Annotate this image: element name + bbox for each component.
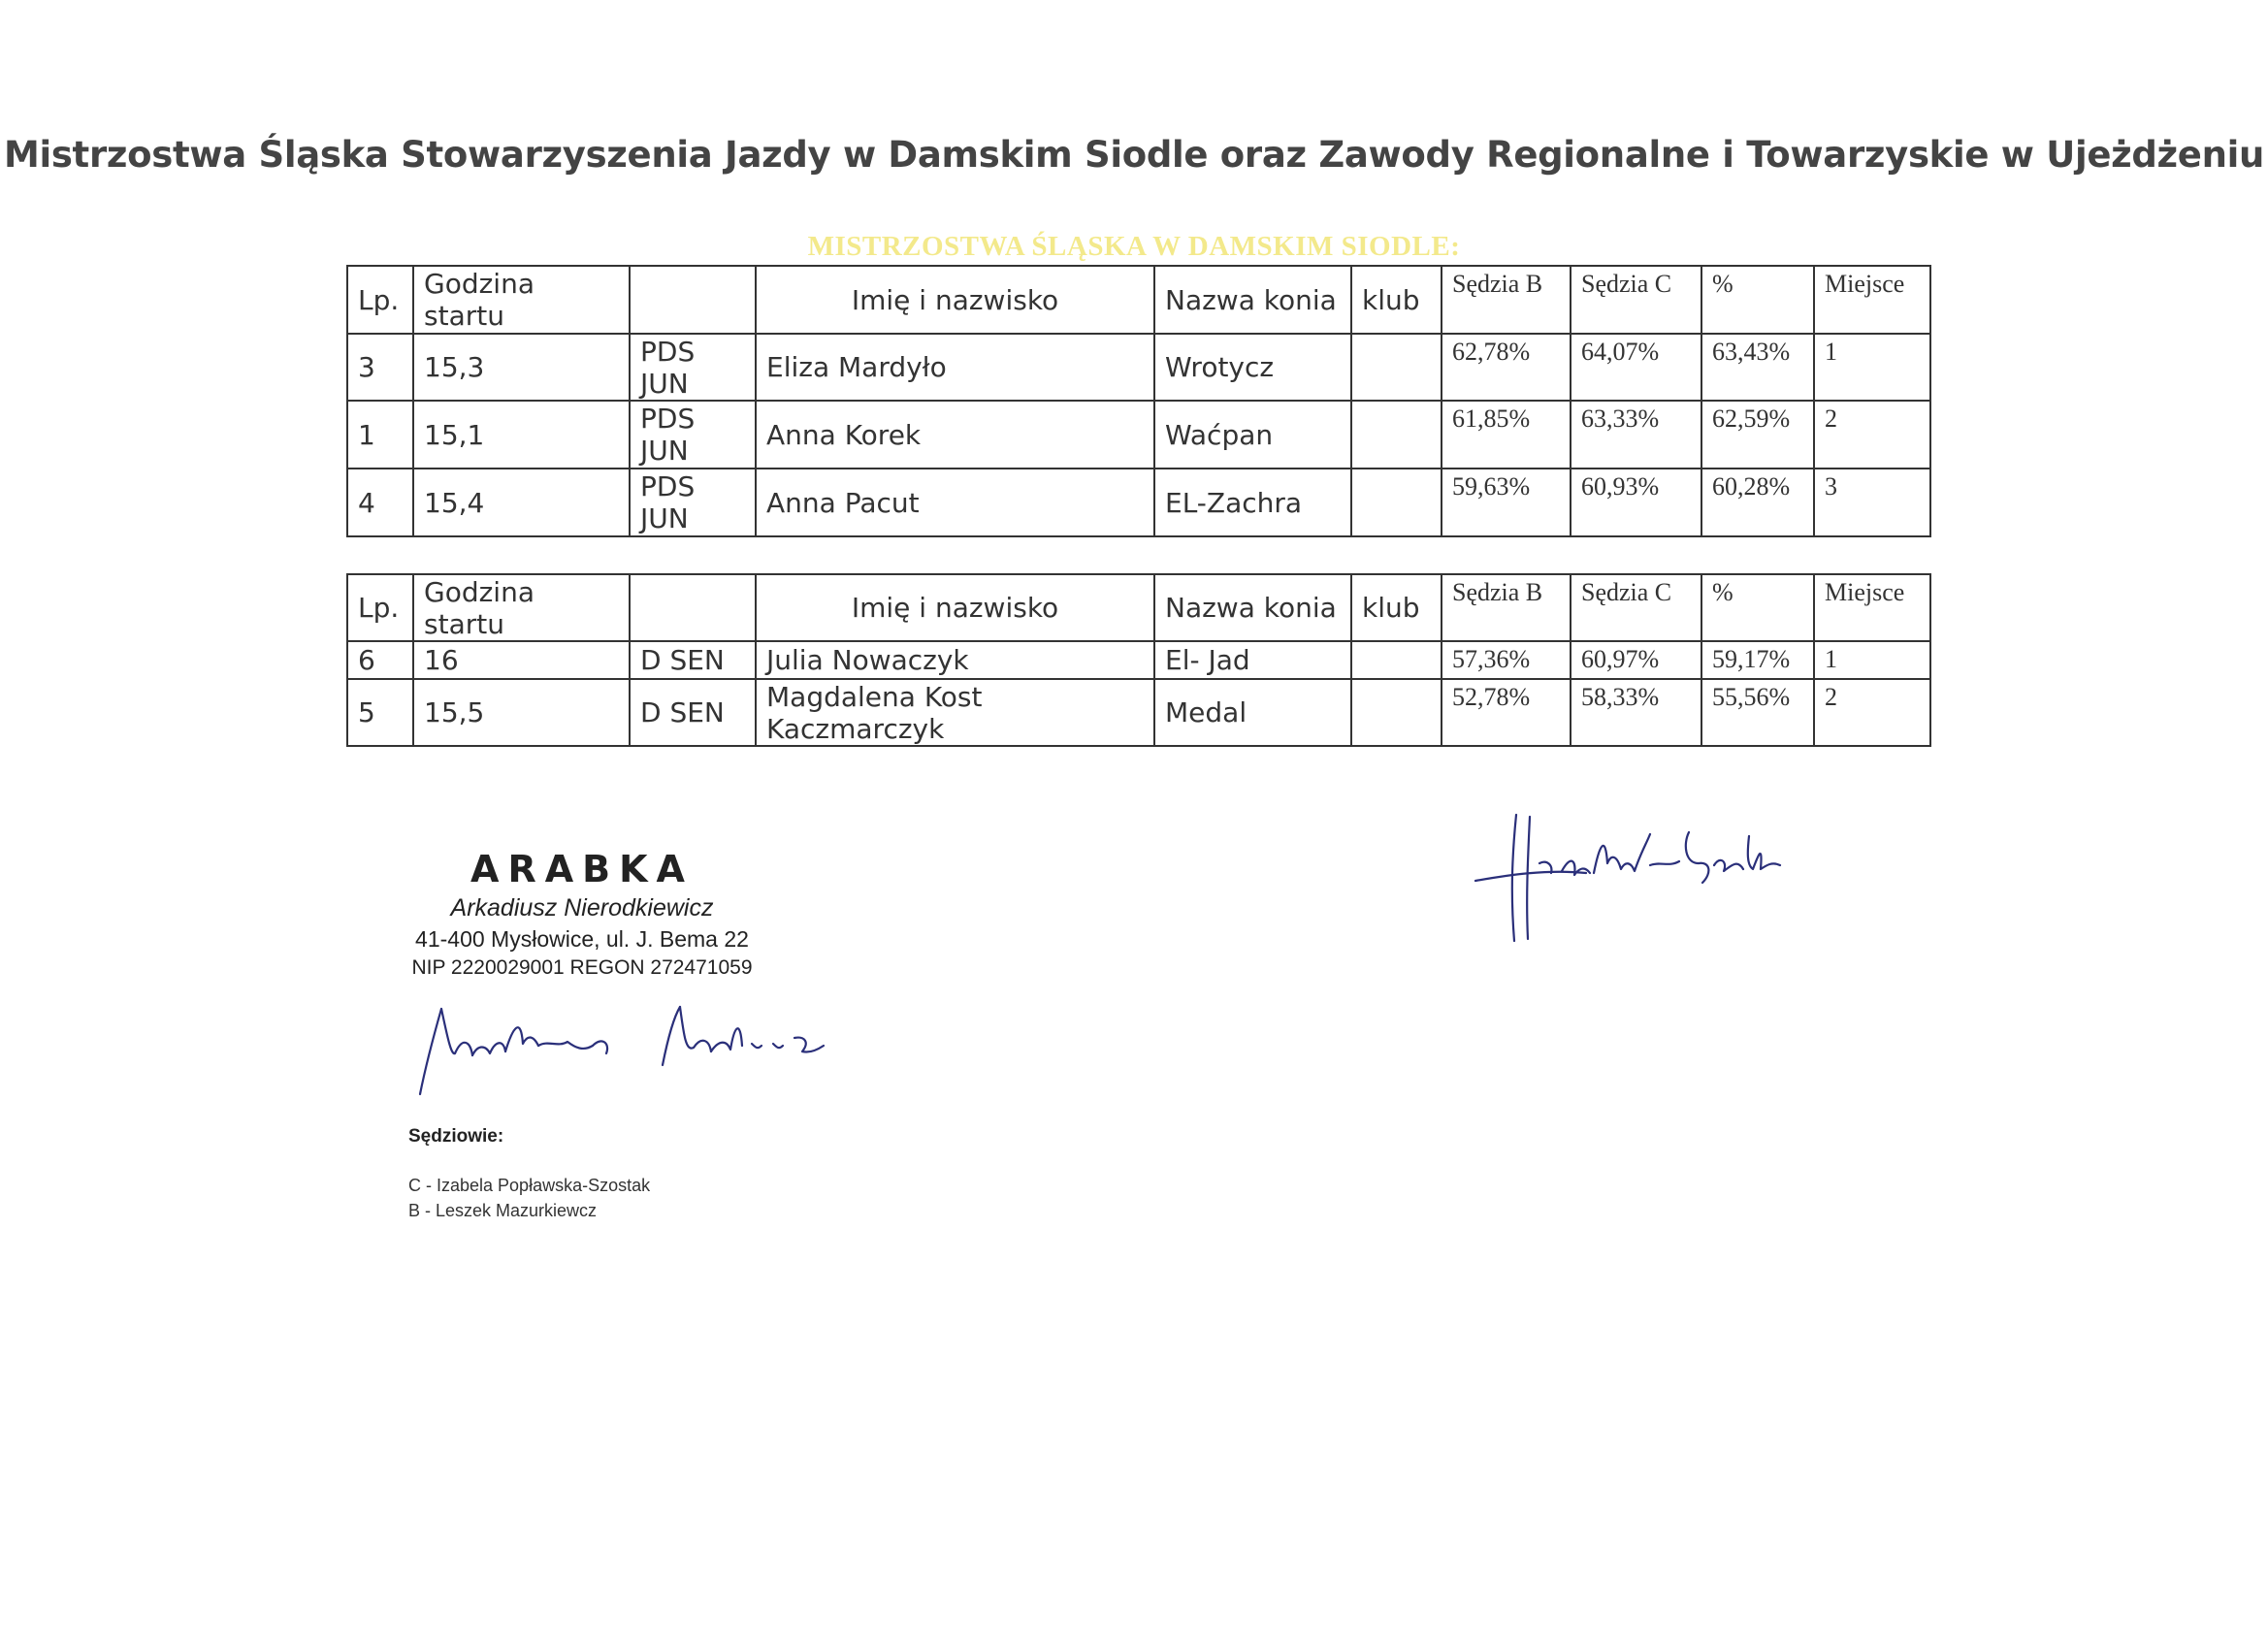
header-class bbox=[630, 574, 756, 641]
cell-lp: 4 bbox=[347, 469, 413, 536]
header-start-time: Godzina startu bbox=[413, 574, 630, 641]
cell-place: 1 bbox=[1814, 641, 1930, 679]
header-horse: Nazwa konia bbox=[1154, 574, 1351, 641]
cell-rider: Julia Nowaczyk bbox=[756, 641, 1154, 679]
header-rider: Imię i nazwisko bbox=[756, 574, 1154, 641]
cell-lp: 5 bbox=[347, 679, 413, 746]
cell-club bbox=[1351, 641, 1442, 679]
cell-judge-b: 57,36% bbox=[1442, 641, 1571, 679]
header-club: klub bbox=[1351, 266, 1442, 334]
cell-place: 1 bbox=[1814, 334, 1930, 401]
cell-start: 16 bbox=[413, 641, 630, 679]
cell-judge-b: 59,63% bbox=[1442, 469, 1571, 536]
results-table-senior bbox=[346, 573, 1931, 747]
cell-judge-b: 52,78% bbox=[1442, 679, 1571, 746]
cell-judge-c: 60,93% bbox=[1571, 469, 1701, 536]
cell-judge-c: 58,33% bbox=[1571, 679, 1701, 746]
header-class bbox=[630, 266, 756, 334]
cell-horse: El- Jad bbox=[1154, 641, 1351, 679]
cell-percent: 59,17% bbox=[1701, 641, 1814, 679]
table-row bbox=[347, 334, 1930, 401]
cell-horse: Waćpan bbox=[1154, 401, 1351, 469]
cell-class: D SEN bbox=[630, 679, 756, 746]
cell-class: PDS JUN bbox=[630, 334, 756, 401]
cell-rider: Anna Korek bbox=[756, 401, 1154, 469]
cell-percent: 63,43% bbox=[1701, 334, 1814, 401]
cell-percent: 60,28% bbox=[1701, 469, 1814, 536]
header-percent: % bbox=[1701, 574, 1814, 641]
header-judge-c: Sędzia C bbox=[1571, 574, 1701, 641]
stamp-address: 41-400 Mysłowice, ul. J. Bema 22 bbox=[415, 926, 749, 952]
table-header-row bbox=[347, 266, 1930, 334]
header-judge-c: Sędzia C bbox=[1571, 266, 1701, 334]
judge-c: C - Izabela Popławska-Szostak bbox=[408, 1176, 651, 1195]
header-judge-b: Sędzia B bbox=[1442, 266, 1571, 334]
stamp-brand: ARABKA bbox=[470, 848, 694, 890]
cell-lp: 6 bbox=[347, 641, 413, 679]
cell-class: PDS JUN bbox=[630, 401, 756, 469]
cell-lp: 3 bbox=[347, 334, 413, 401]
stamp-owner: Arkadiusz Nierodkiewicz bbox=[450, 894, 714, 922]
judge-signature bbox=[1470, 805, 1790, 951]
cell-horse: Wrotycz bbox=[1154, 334, 1351, 401]
cell-judge-b: 62,78% bbox=[1442, 334, 1571, 401]
company-stamp bbox=[403, 848, 761, 980]
section-subtitle: MISTRZOSTWA ŚLĄSKA W DAMSKIM SIODLE: bbox=[807, 231, 1461, 262]
cell-judge-c: 64,07% bbox=[1571, 334, 1701, 401]
stamp-ids: NIP 2220029001 REGON 272471059 bbox=[411, 956, 753, 979]
table-row bbox=[347, 469, 1930, 536]
header-start-time: Godzina startu bbox=[413, 266, 630, 334]
header-place: Miejsce bbox=[1814, 574, 1930, 641]
cell-percent: 55,56% bbox=[1701, 679, 1814, 746]
cell-club bbox=[1351, 334, 1442, 401]
results-table-junior bbox=[346, 265, 1931, 537]
document-title: Mistrzostwa Śląska Stowarzyszenia Jazdy w Damskim Siodle oraz Zawody Regionalne i Towarzyskie w Ujeżdżeniu bbox=[3, 134, 2265, 176]
header-place: Miejsce bbox=[1814, 266, 1930, 334]
cell-start: 15,1 bbox=[413, 401, 630, 469]
cell-percent: 62,59% bbox=[1701, 401, 1814, 469]
cell-class: PDS JUN bbox=[630, 469, 756, 536]
cell-horse: Medal bbox=[1154, 679, 1351, 746]
header-judge-b: Sędzia B bbox=[1442, 574, 1571, 641]
judges-label: Sędziowie: bbox=[408, 1126, 504, 1147]
cell-rider: Anna Pacut bbox=[756, 469, 1154, 536]
header-horse: Nazwa konia bbox=[1154, 266, 1351, 334]
cell-horse: EL-Zachra bbox=[1154, 469, 1351, 536]
organizer-signature bbox=[412, 997, 868, 1104]
table-row bbox=[347, 641, 1930, 679]
cell-rider: Magdalena Kost Kaczmarczyk bbox=[756, 679, 1154, 746]
cell-club bbox=[1351, 469, 1442, 536]
cell-start: 15,5 bbox=[413, 679, 630, 746]
cell-class: D SEN bbox=[630, 641, 756, 679]
judge-b: B - Leszek Mazurkiewcz bbox=[408, 1201, 598, 1220]
table-row bbox=[347, 679, 1930, 746]
cell-place: 3 bbox=[1814, 469, 1930, 536]
cell-judge-b: 61,85% bbox=[1442, 401, 1571, 469]
header-club: klub bbox=[1351, 574, 1442, 641]
header-rider: Imię i nazwisko bbox=[756, 266, 1154, 334]
cell-judge-c: 60,97% bbox=[1571, 641, 1701, 679]
cell-judge-c: 63,33% bbox=[1571, 401, 1701, 469]
cell-start: 15,3 bbox=[413, 334, 630, 401]
table-header-row bbox=[347, 574, 1930, 641]
cell-lp: 1 bbox=[347, 401, 413, 469]
cell-rider: Eliza Mardyło bbox=[756, 334, 1154, 401]
header-percent: % bbox=[1701, 266, 1814, 334]
cell-place: 2 bbox=[1814, 401, 1930, 469]
cell-club bbox=[1351, 401, 1442, 469]
header-lp: Lp. bbox=[347, 266, 413, 334]
table-row bbox=[347, 401, 1930, 469]
cell-start: 15,4 bbox=[413, 469, 630, 536]
cell-place: 2 bbox=[1814, 679, 1930, 746]
header-lp: Lp. bbox=[347, 574, 413, 641]
cell-club bbox=[1351, 679, 1442, 746]
